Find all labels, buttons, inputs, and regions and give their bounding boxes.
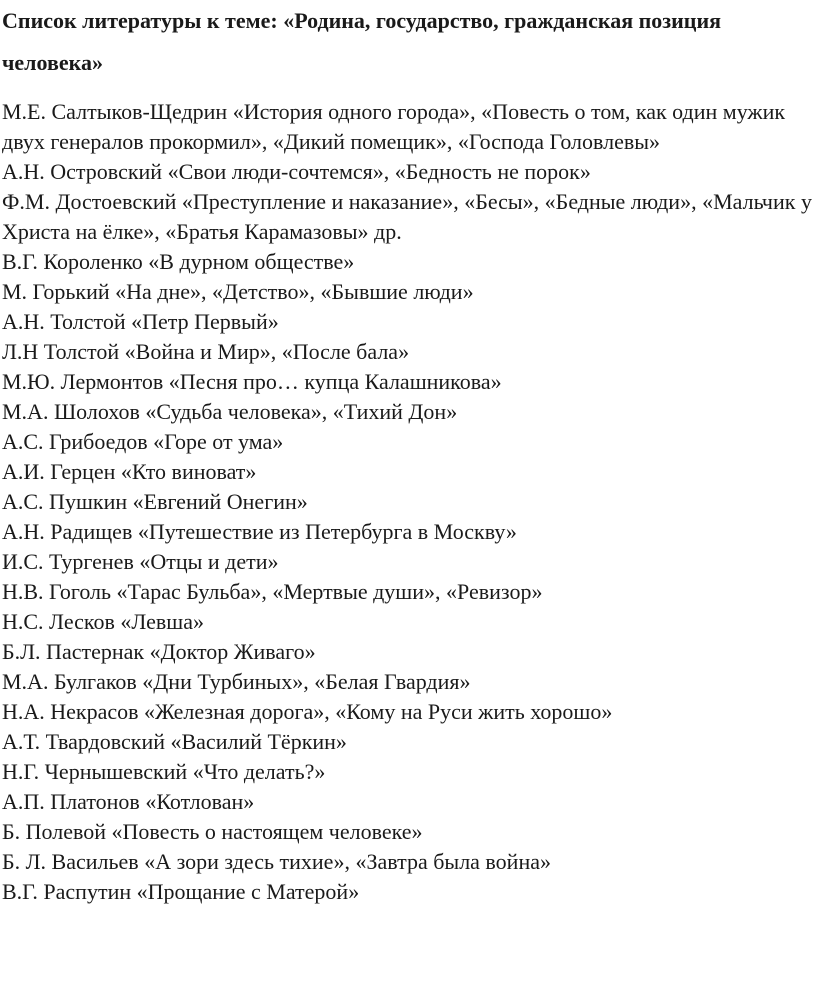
list-item: Б.Л. Пастернак «Доктор Живаго» — [2, 639, 316, 664]
list-item: Н.Г. Чернышевский «Что делать?» — [2, 759, 326, 784]
list-item: Б. Полевой «Повесть о настоящем человеке» — [2, 819, 423, 844]
list-item: А.Т. Твардовский «Василий Тёркин» — [2, 729, 347, 754]
list-item: А.С. Пушкин «Евгений Онегин» — [2, 489, 308, 514]
list-item: Б. Л. Васильев «А зори здесь тихие», «Завтра была война» — [2, 849, 551, 874]
list-item: В.Г. Короленко «В дурном обществе» — [2, 249, 355, 274]
list-item: М.Е. Салтыков-Щедрин «История одного города», «Повесть о том, как один мужик двух генералов прокормил», «Дикий помещик», «Господа Головлевы» — [2, 99, 786, 154]
list-item: А.Н. Радищев «Путешествие из Петербурга в Москву» — [2, 519, 517, 544]
list-item: Н.А. Некрасов «Железная дорога», «Кому на Руси жить хорошо» — [2, 699, 613, 724]
list-item: Ф.М. Достоевский «Преступление и наказание», «Бесы», «Бедные люди», «Мальчик у Христа на ёлке», «Братья Карамазовы» др. — [2, 189, 812, 244]
list-item: М. Горький «На дне», «Детство», «Бывшие люди» — [2, 279, 474, 304]
title-line-2: человека» — [2, 50, 103, 75]
list-item: М.А. Булгаков «Дни Турбиных», «Белая Гвардия» — [2, 669, 471, 694]
title-line-1: Список литературы к теме: «Родина, государство, гражданская позиция — [2, 8, 722, 33]
list-item: В.Г. Распутин «Прощание с Матерой» — [2, 879, 360, 904]
list-item: Н.С. Лесков «Левша» — [2, 609, 204, 634]
list-item: А.П. Платонов «Котлован» — [2, 789, 255, 814]
list-item: А.Н. Островский «Свои люди-сочтемся», «Бедность не порок» — [2, 159, 591, 184]
list-item: А.С. Грибоедов «Горе от ума» — [2, 429, 284, 454]
list-item: М.Ю. Лермонтов «Песня про… купца Калашникова» — [2, 369, 502, 394]
list-item: М.А. Шолохов «Судьба человека», «Тихий Дон» — [2, 399, 458, 424]
literature-list — [2, 97, 814, 907]
list-item: Н.В. Гоголь «Тарас Бульба», «Мертвые души», «Ревизор» — [2, 579, 543, 604]
list-item: А.Н. Толстой «Петр Первый» — [2, 309, 279, 334]
document-title — [2, 0, 814, 84]
list-item: Л.Н Толстой «Война и Мир», «После бала» — [2, 339, 410, 364]
list-item: А.И. Герцен «Кто виноват» — [2, 459, 257, 484]
list-item: И.С. Тургенев «Отцы и дети» — [2, 549, 279, 574]
